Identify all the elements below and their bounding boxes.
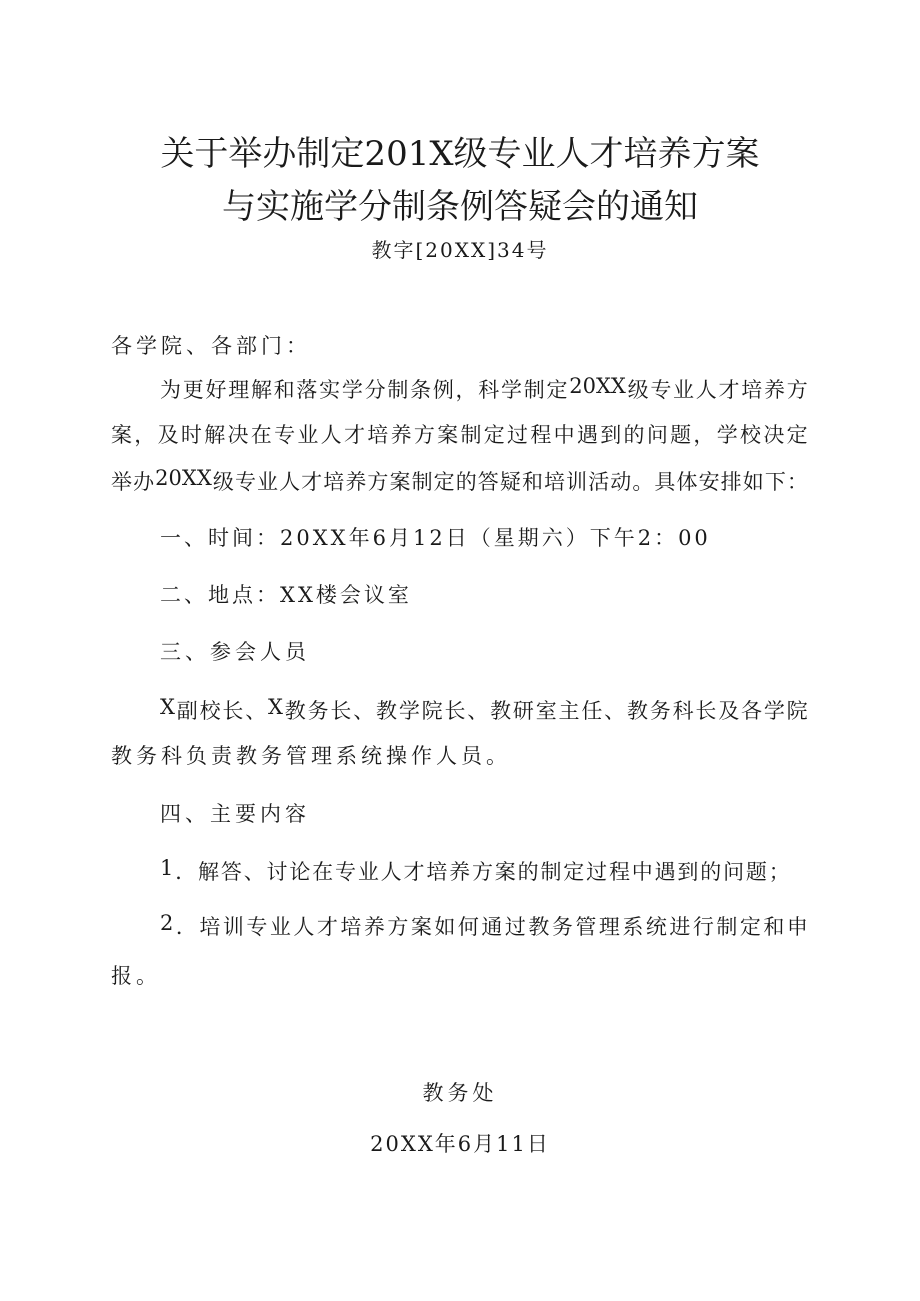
attendees-line: X 副 校 长 、 X 教 务 长 、 教 学 院 长 、 教 研 室 主 任 、 教 务 科 长 及 各 学 院 bbox=[160, 695, 808, 723]
signature-date: 20XX年6月11日 bbox=[370, 1132, 550, 1156]
content-item-2: 2 ． 培 训 专 业 人 才 培 养 方 案 如 何 通 过 教 务 管 理 系 统 进 行 制 定 和 申 bbox=[160, 911, 808, 939]
item-place: 二、地点：XX楼会议室 bbox=[160, 583, 412, 607]
title-line-2: 与实施学分制条例答疑会的通知 bbox=[222, 187, 698, 227]
salutation: 各学院、各部门： bbox=[111, 334, 311, 358]
attendees-line: 教务科负责教务管理系统操作人员。 bbox=[111, 744, 511, 768]
paragraph-line: 案 ， 及 时 解 决 在 专 业 人 才 培 养 方 案 制 定 过 程 中 遇 到 的 问 题 ， 学 校 决 定 bbox=[111, 423, 808, 447]
item-content-heading: 四、主要内容 bbox=[160, 802, 310, 826]
document-number: 教字[20XX]34号 bbox=[371, 238, 549, 262]
item-attendees-heading: 三、参会人员 bbox=[160, 640, 310, 664]
paragraph-line: 举 办 20XX 级 专 业 人 才 培 养 方 案 制 定 的 答 疑 和 培 训 活 动 。 具 体 安 排 如 下 ： bbox=[111, 466, 808, 494]
item-time: 一、时间：20XX年6月12日（星期六）下午2：00 bbox=[160, 526, 711, 550]
signature-office: 教务处 bbox=[422, 1081, 498, 1105]
content-item-2-cont: 报。 bbox=[111, 964, 161, 988]
content-item-1: 1 ． 解 答 、 讨 论 在 专 业 人 才 培 养 方 案 的 制 定 过 程 中 遇 到 的 问 题 ； bbox=[160, 856, 790, 884]
paragraph-line: 为 更 好 理 解 和 落 实 学 分 制 条 例 ， 科 学 制 定 20XX 级 专 业 人 才 培 养 方 bbox=[160, 374, 808, 402]
title-line-1: 关于举办制定201X级专业人才培养方案 bbox=[160, 134, 760, 174]
